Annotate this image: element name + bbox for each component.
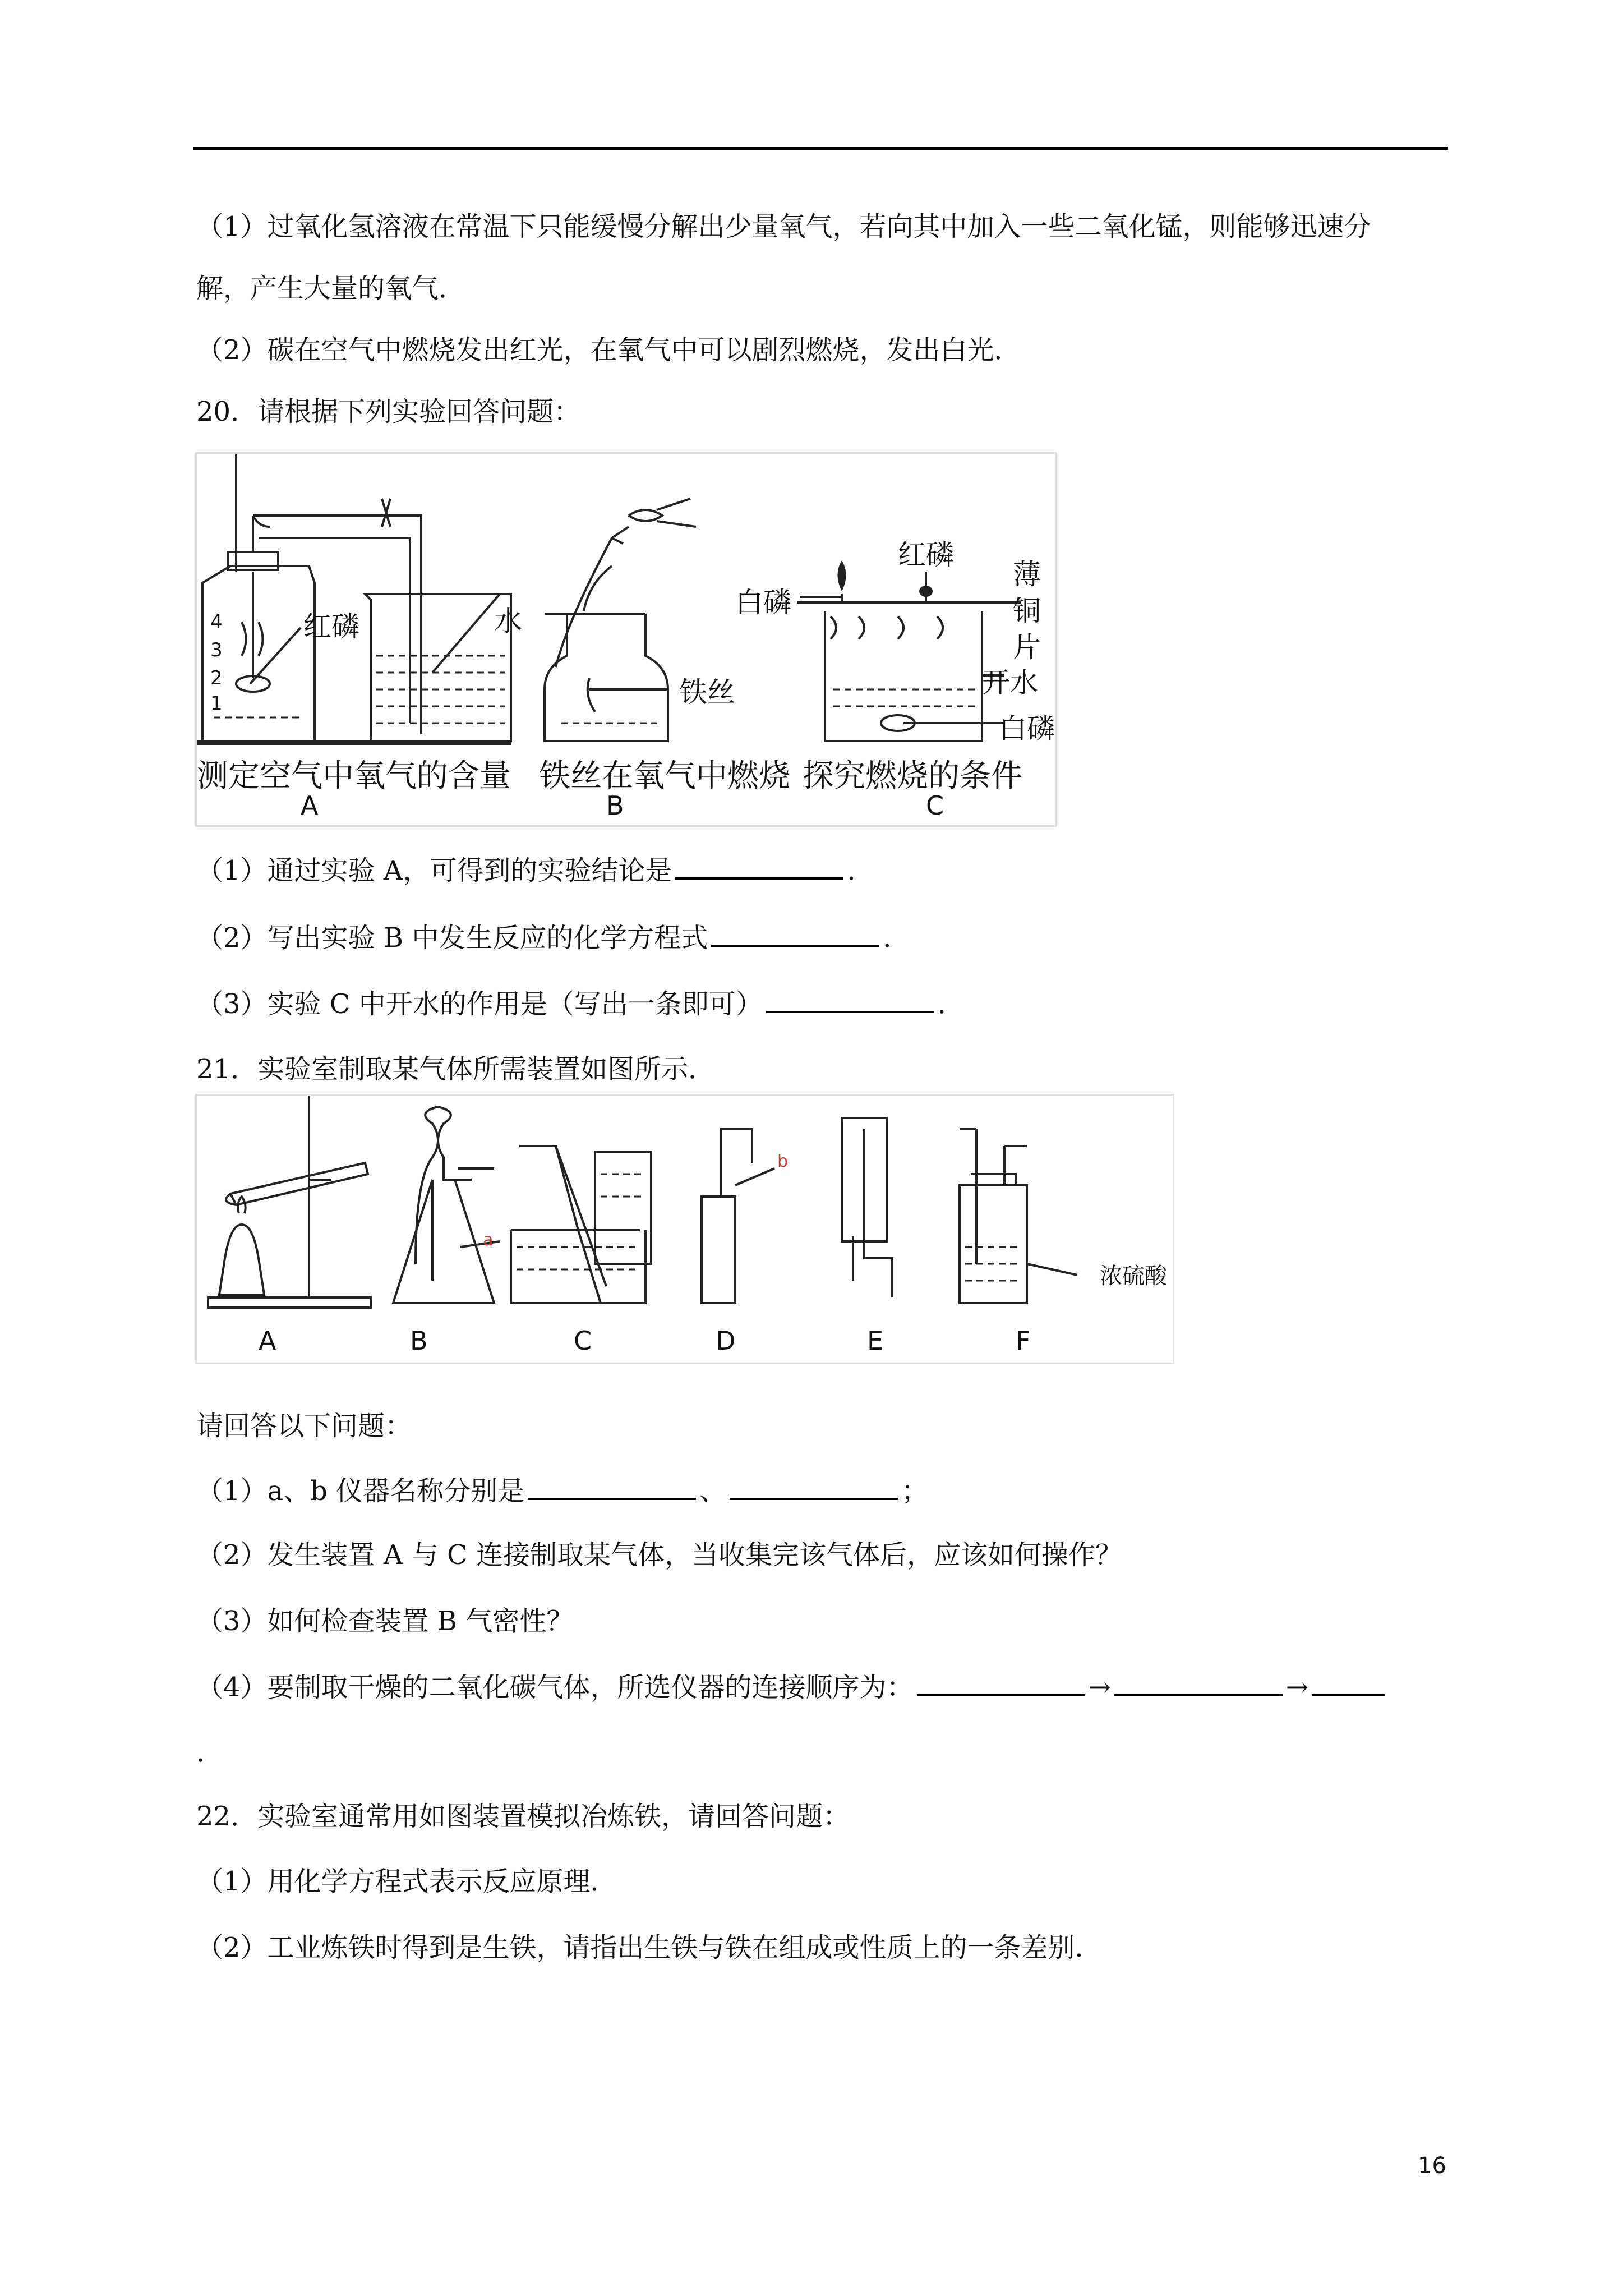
page-number: 16 — [1418, 2153, 1446, 2179]
answer-blank[interactable] — [711, 920, 879, 947]
answer-blank[interactable] — [1114, 1669, 1283, 1696]
question-20: 20．请根据下列实验回答问题： — [196, 396, 581, 427]
label-boiling-water: 开水 — [982, 666, 1038, 699]
answer-blank[interactable] — [675, 853, 843, 880]
answer-blank[interactable] — [528, 1473, 696, 1500]
question-21-4-end: ． — [196, 1737, 224, 1768]
figure-21 — [195, 1094, 1174, 1364]
question-20-3: （3）实验 C 中开水的作用是（写出一条即可） ． — [196, 986, 965, 1021]
question-21-3: （3）如何检查装置 B 气密性？ — [196, 1605, 574, 1637]
label-white-phosphorus-left: 白磷 — [735, 586, 791, 619]
label-a: a — [483, 1230, 494, 1250]
letter-e: E — [867, 1326, 884, 1356]
label-copper-2: 铜 — [1013, 595, 1041, 627]
letter-a: A — [259, 1326, 276, 1356]
label-red-phosphorus: 红磷 — [303, 610, 359, 643]
scale-mark-1: 1 — [210, 692, 223, 715]
letter-f: F — [1016, 1326, 1031, 1356]
question-21-2: （2）发生装置 A 与 C 连接制取某气体，当收集完该气体后，应该如何操作？ — [196, 1539, 1122, 1571]
question-21: 21．实验室制取某气体所需装置如图所示． — [196, 1053, 716, 1085]
letter-d: D — [716, 1326, 736, 1356]
letter-c: C — [574, 1326, 592, 1356]
label-water: 水 — [494, 605, 522, 637]
question-21-4: （4）要制取干燥的二氧化碳气体，所选仪器的连接顺序为： → → — [196, 1669, 1388, 1704]
text-line: （2）碳在空气中燃烧发出红光，在氧气中可以剧烈燃烧，发出白光． — [196, 334, 1021, 366]
answer-blank[interactable] — [766, 986, 934, 1013]
text-line: （1）过氧化氢溶液在常温下只能缓慢分解出少量氧气，若向其中加入一些二氧化锰，则能够迅速分 — [196, 211, 1371, 242]
question-20-1: （1）通过实验 A，可得到的实验结论是 ． — [196, 853, 874, 887]
label-conc-sulfuric-acid: 浓硫酸 — [1100, 1263, 1167, 1289]
label-iron-wire: 铁丝 — [679, 676, 735, 708]
question-20-2: （2）写出实验 B 中发生反应的化学方程式 ． — [196, 920, 910, 955]
letter-b: B — [410, 1326, 428, 1356]
label-b: b — [777, 1152, 789, 1171]
scale-mark-3: 3 — [210, 639, 223, 661]
question-22-2: （2）工业炼铁时得到是生铁，请指出生铁与铁在组成或性质上的一条差别． — [196, 1932, 1102, 1963]
answer-blank[interactable] — [1312, 1669, 1385, 1696]
header-rule — [193, 147, 1448, 150]
answer-blank[interactable] — [730, 1473, 898, 1500]
caption-a: 测定空气中氧气的含量 — [197, 758, 511, 794]
label-red-phosphorus-c: 红磷 — [898, 539, 954, 571]
label-copper-1: 薄 — [1013, 558, 1041, 591]
answer-blank[interactable] — [917, 1669, 1085, 1696]
question-22: 22．实验室通常用如图装置模拟冶炼铁，请回答问题： — [196, 1801, 850, 1832]
caption-c: 探究燃烧的条件 — [803, 758, 1022, 794]
question-22-1: （1）用化学方程式表示反应原理． — [196, 1866, 617, 1897]
letter-b: B — [606, 790, 624, 821]
label-copper-3: 片 — [1013, 631, 1041, 664]
letter-a: A — [301, 790, 319, 821]
figure-20 — [195, 452, 1057, 827]
text-line: 解，产生大量的氧气． — [196, 273, 466, 304]
question-21-1: （1）a、b 仪器名称分别是 、 ； — [196, 1473, 928, 1508]
scale-mark-2: 2 — [210, 667, 223, 689]
scale-mark-4: 4 — [210, 611, 223, 633]
letter-c: C — [926, 790, 944, 821]
label-white-phosphorus-bottom: 白磷 — [999, 712, 1055, 745]
caption-b: 铁丝在氧气中燃烧 — [539, 758, 790, 794]
question-21-intro: 请回答以下问题： — [196, 1410, 412, 1442]
